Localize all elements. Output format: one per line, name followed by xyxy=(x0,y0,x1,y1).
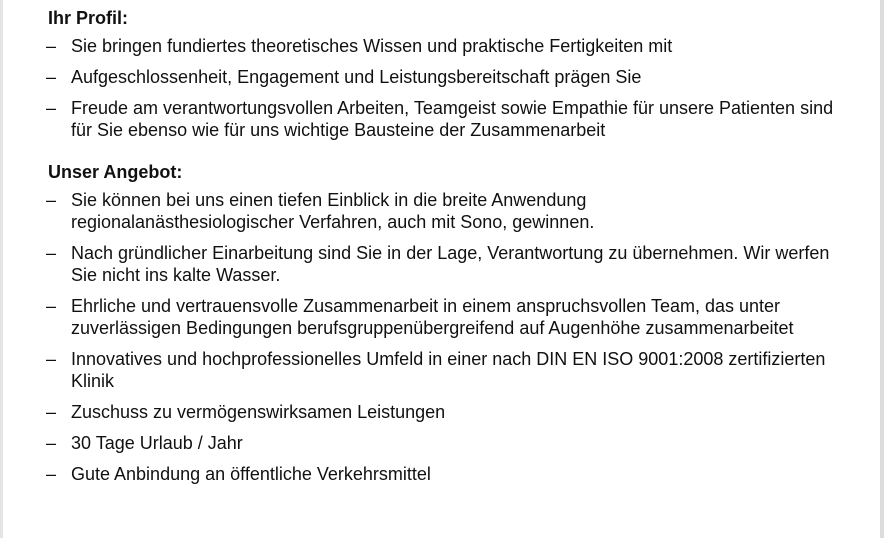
dash-bullet: – xyxy=(46,296,57,316)
list-item-text: Innovatives und hochprofessionelles Umfeld in einer nach DIN EN ISO 9001:2008 zertifizierten Klinik xyxy=(71,349,826,391)
list-item-text: Sie können bei uns einen tiefen Einblick in die breite Anwendung regionalanästhesiologischer Verfahren, auch mit Sono, gewinnen. xyxy=(71,190,595,232)
list-item xyxy=(48,189,691,233)
page-edge-left xyxy=(0,0,3,538)
list-item-text: Freude am verantwortungsvollen Arbeiten, Teamgeist sowie Empathie für unsere Patienten sind für Sie ebenso wie für uns wichtige Bausteine der Zusammenarbeit xyxy=(71,98,834,140)
list-item xyxy=(48,35,811,57)
list-item-text: Nach gründlicher Einarbeitung sind Sie in der Lage, Verantwortung zu übernehmen. Wir werfen Sie nicht ins kalte Wasser. xyxy=(71,243,830,285)
dash-bullet: – xyxy=(46,243,57,263)
dash-bullet: – xyxy=(46,464,57,484)
dash-bullet: – xyxy=(46,98,57,118)
list-item xyxy=(48,401,811,423)
list-item xyxy=(48,66,811,88)
dash-bullet: – xyxy=(46,190,57,210)
list-item xyxy=(48,242,856,286)
page-edge-right xyxy=(880,0,884,538)
list-item-text: Ehrliche und vertrauensvolle Zusammenarbeit in einem anspruchsvollen Team, das unter zuverlässigen Bedingungen berufsgruppenübergreifend auf Augenhöhe zusammenarbeitet xyxy=(71,296,794,338)
document-content xyxy=(48,7,848,494)
list-item xyxy=(48,97,846,141)
list-item-text: Zuschuss zu vermögenswirksamen Leistungen xyxy=(71,402,446,422)
list-item-text: 30 Tage Urlaub / Jahr xyxy=(71,433,243,453)
dash-bullet: – xyxy=(46,402,57,422)
dash-bullet: – xyxy=(46,349,57,369)
dash-bullet: – xyxy=(46,36,57,56)
list-item-text: Sie bringen fundiertes theoretisches Wissen und praktische Fertigkeiten mit xyxy=(71,36,673,56)
offer-heading: Unser Angebot: xyxy=(48,162,183,182)
list-item xyxy=(48,463,811,485)
list-item xyxy=(48,432,811,454)
offer-list xyxy=(48,189,848,485)
profile-list xyxy=(48,35,848,141)
list-item xyxy=(48,348,836,392)
list-item xyxy=(48,295,846,339)
profile-heading: Ihr Profil: xyxy=(48,8,128,28)
dash-bullet: – xyxy=(46,67,57,87)
list-item-text: Gute Anbindung an öffentliche Verkehrsmittel xyxy=(71,464,431,484)
list-item-text: Aufgeschlossenheit, Engagement und Leistungsbereitschaft prägen Sie xyxy=(71,67,642,87)
dash-bullet: – xyxy=(46,433,57,453)
